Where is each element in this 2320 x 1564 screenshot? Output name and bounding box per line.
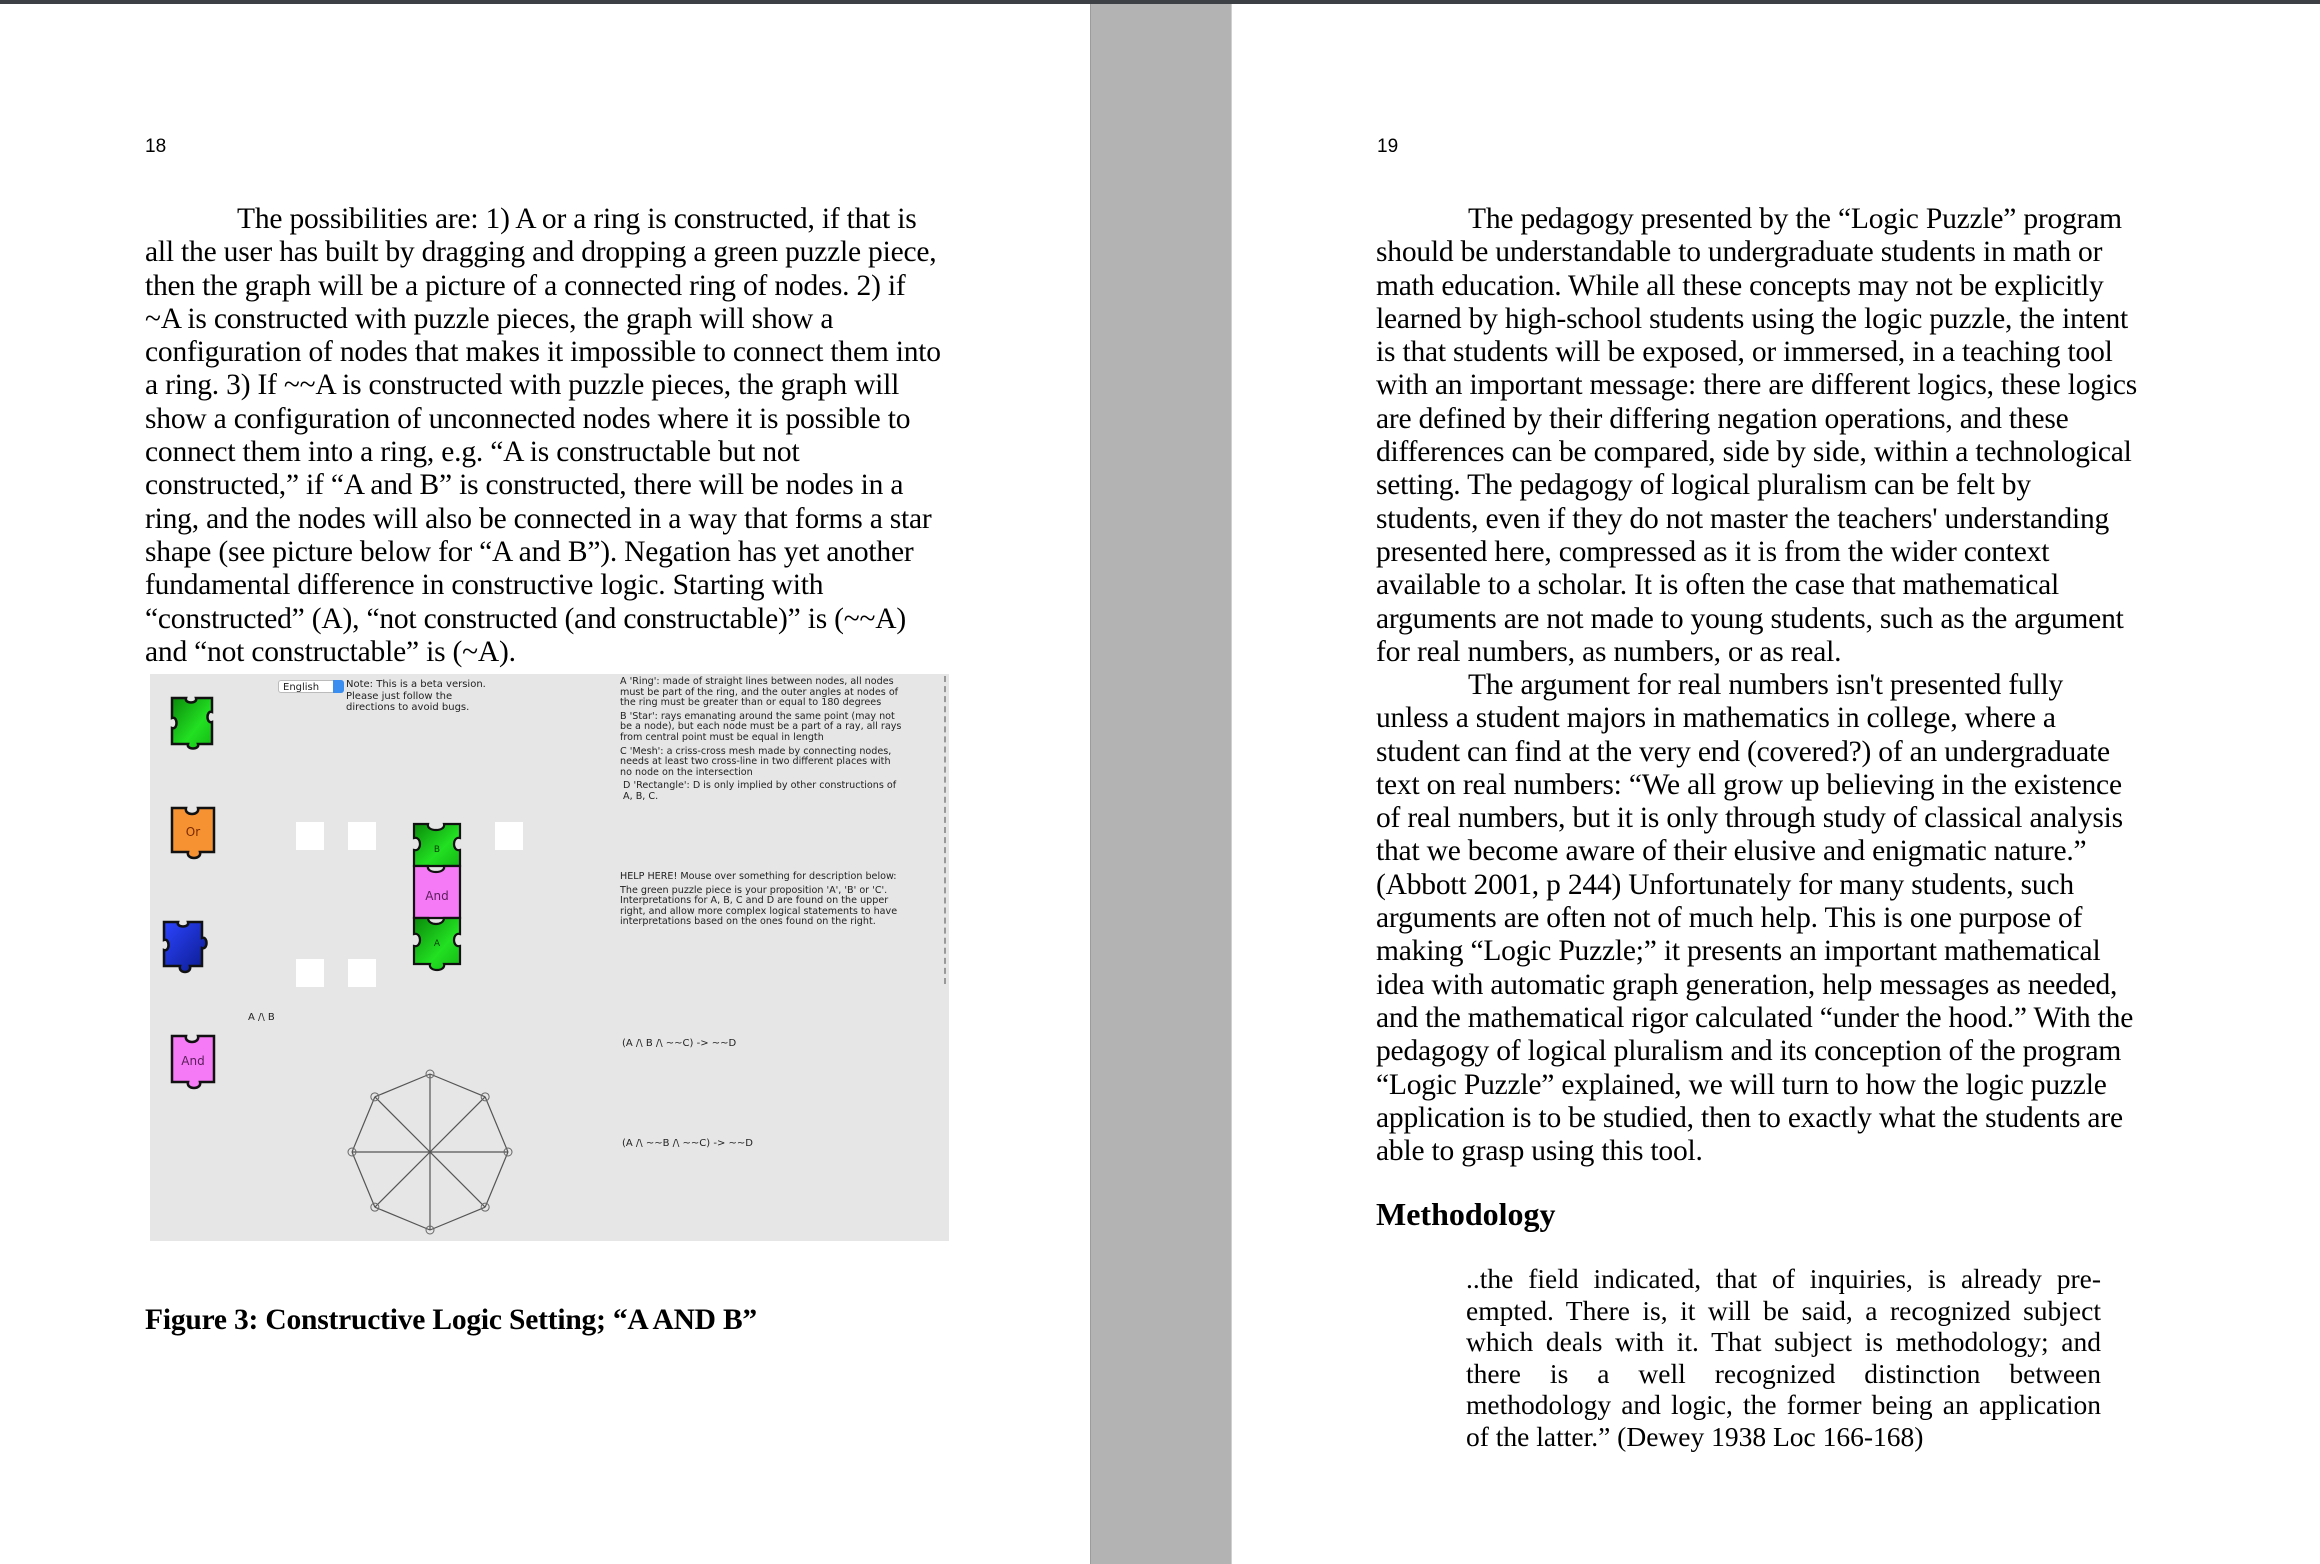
text-line: a ring. 3) If ~~A is constructed with puzzle pieces, the graph will [145, 369, 900, 402]
interpretation-line: C 'Mesh': a criss-cross mesh made by connecting nodes, [620, 745, 892, 757]
ring-edge [375, 1207, 430, 1230]
text-line: student can find at the very end (covered?) of an undergraduate [1376, 735, 2110, 768]
text-line: shape (see picture below for “A and B”). Negation has yet another [145, 535, 914, 568]
text-line: constructed,” if “A and B” is constructed, there will be nodes in a [145, 469, 904, 502]
text-line: of real numbers, but it is only through study of classical analysis [1376, 802, 2123, 835]
green-puzzle-piece-icon [164, 694, 220, 756]
text-line: “Logic Puzzle” explained, we will turn to how the logic puzzle [1376, 1068, 2107, 1101]
ring-edge [352, 1152, 375, 1207]
language-select-value: English [283, 682, 320, 693]
blue-puzzle-piece-icon [160, 918, 222, 984]
empty-slot[interactable] [296, 959, 324, 987]
stack-top-label: B [433, 845, 441, 855]
panel-scrollbar[interactable] [944, 676, 946, 984]
interpretation-line: A 'Ring': made of straight lines between nodes, all nodes [620, 676, 894, 687]
figure-caption: Figure 3: Constructive Logic Setting; “A AND B” [145, 1304, 757, 1336]
formula-1: (A /\ B /\ ~~C) -> ~~D [622, 1038, 737, 1049]
ring-edge [375, 1074, 430, 1097]
interpretation-panel [620, 677, 901, 806]
interpretation-line: no node on the intersection [620, 766, 753, 778]
interpretation-entry [620, 712, 901, 744]
text-line: “constructed” (A), “not constructed (and constructable)” is (~~A) [145, 602, 907, 635]
expression-label: A /\ B [248, 1012, 275, 1023]
section-heading: Methodology [1376, 1196, 1556, 1232]
text-line: with an important message: there are different logics, these logics [1376, 369, 2138, 402]
text-line: The possibilities are: 1) A or a ring is constructed, if that is [237, 203, 917, 235]
ring-star-graph [340, 1066, 520, 1236]
text-line: are defined by their differing negation operations, and these [1376, 402, 2069, 435]
body-paragraph-1 [1376, 203, 2137, 669]
interpretation-entry [620, 747, 901, 779]
note-line: Please just follow the [346, 690, 453, 702]
text-line: making “Logic Puzzle;” it presents an important mathematical [1376, 935, 2101, 968]
or-label: Or [185, 825, 201, 839]
interpretation-line: B 'Star': rays emanating around the same point (may not [620, 710, 895, 722]
text-line: ring, and the nodes will also be connected in a way that forms a star [145, 502, 932, 535]
interpretation-line: the ring must be greater than or equal to 180 degrees [620, 697, 882, 709]
text-line: is that students will be exposed, or immersed, in a teaching tool [1376, 336, 2113, 369]
language-select[interactable] [278, 680, 344, 693]
body-paragraph-2 [1376, 669, 2133, 1168]
quote-line: which deals with it. That subject is methodology; and [1466, 1326, 2101, 1357]
select-arrow-icon [333, 680, 344, 693]
ring-edge [485, 1097, 508, 1152]
beta-note [346, 679, 486, 714]
text-line: then the graph will be a picture of a connected ring of nodes. 2) if [145, 269, 906, 302]
text-line: presented here, compressed as it is from the wider context [1376, 535, 2050, 568]
page-number: 19 [1377, 136, 1399, 157]
help-line: Interpretations for A, B, C and D are found on the upper [620, 895, 889, 907]
interpretation-line: must be part of the ring, and the outer angles at nodes of [620, 686, 899, 698]
text-line: and the mathematical rigor calculated “under the hood.” With the [1376, 1001, 2134, 1034]
text-line: fundamental difference in constructive logic. Starting with [145, 569, 824, 602]
empty-slot[interactable] [348, 959, 376, 987]
or-puzzle-piece-icon [166, 804, 220, 868]
stack-bottom-label: A [433, 939, 441, 949]
quote-line: ..the field indicated, that of inquiries, is already pre- [1466, 1263, 2101, 1294]
page-gutter [1090, 4, 1232, 1564]
text-line: pedagogy of logical pluralism and its conception of the program [1376, 1035, 2122, 1068]
text-line: that we become aware of their elusive and enigmatic nature.” [1376, 835, 2087, 868]
text-line: math education. While all these concepts may not be explicitly [1376, 269, 2104, 302]
help-line: right, and allow more complex logical statements to have [620, 905, 898, 917]
ring-edge [485, 1152, 508, 1207]
help-line: interpretations based on the ones found on the right. [620, 916, 876, 928]
quote-line: there is a well recognized distinction between [1466, 1357, 2101, 1389]
empty-slot[interactable] [348, 822, 376, 850]
text-line: text on real numbers: “We all grow up believing in the existence [1376, 768, 2122, 801]
page-18 [0, 4, 1090, 1564]
text-line: show a configuration of unconnected nodes where it is possible to [145, 402, 911, 435]
note-line: directions to avoid bugs. [346, 702, 470, 713]
help-line: The green puzzle piece is your proposition 'A', 'B' or 'C'. [620, 884, 888, 896]
text-line: for real numbers, as numbers, or as real. [1376, 635, 1842, 668]
block-quote [1466, 1263, 2101, 1452]
interpretation-entry [620, 781, 901, 802]
quote-line: of the latter.” (Dewey 1938 Loc 166-168) [1466, 1420, 1924, 1452]
help-panel [620, 872, 897, 928]
ring-edge [430, 1207, 485, 1230]
text-line: able to grasp using this tool. [1376, 1135, 1703, 1168]
text-line: connect them into a ring, e.g. “A is constructable but not [145, 436, 800, 469]
stack-middle-label: And [425, 889, 449, 903]
text-line: arguments are not made to young students, such as the argument [1376, 602, 2124, 635]
text-line: available to a scholar. It is often the case that mathematical [1376, 569, 2060, 602]
interpretation-entry [620, 677, 901, 709]
formula-2: (A /\ ~~B /\ ~~C) -> ~~D [622, 1138, 753, 1149]
empty-slot[interactable] [495, 822, 523, 850]
figure-logic-puzzle-screenshot [150, 674, 949, 1241]
interpretation-line: from central point must be equal in length [620, 731, 824, 743]
interpretation-line: A, B, C. [620, 790, 659, 802]
text-line: The argument for real numbers isn't presented fully [1468, 669, 2064, 701]
text-line: all the user has built by dragging and dropping a green puzzle piece, [145, 236, 937, 269]
ring-edge [352, 1097, 375, 1152]
note-line: Note: This is a beta version. [346, 679, 486, 690]
interpretation-line: needs at least two cross-line in two different places with [620, 756, 891, 768]
page-number: 18 [145, 136, 167, 157]
text-line: and “not constructable” is (~A). [145, 635, 516, 668]
text-line: students, even if they do not master the teachers' understanding [1376, 502, 2110, 535]
text-line: learned by high-school students using the logic puzzle, the intent [1376, 302, 2128, 335]
text-line: (Abbott 2001, p 244) Unfortunately for many students, such [1376, 868, 2074, 901]
text-line: ~A is constructed with puzzle pieces, the graph will show a [145, 302, 834, 335]
text-line: idea with automatic graph generation, help messages as needed, [1376, 968, 2118, 1001]
text-line: unless a student majors in mathematics in college, where a [1376, 702, 2056, 735]
text-line: differences can be compared, side by side, within a technological [1376, 436, 2132, 469]
and-puzzle-piece-icon [166, 1032, 220, 1098]
text-line: The pedagogy presented by the “Logic Puzzle” program [1468, 203, 2122, 235]
empty-slot[interactable] [296, 822, 324, 850]
constructed-puzzle-stack[interactable] [408, 820, 468, 990]
quote-line: methodology and logic, the former being an application [1466, 1389, 2101, 1420]
text-line: should be understandable to undergraduate students in math or [1376, 236, 2103, 269]
interpretation-line: be a node), but each node must be a part of a ray, all rays [620, 721, 902, 733]
text-line: arguments are often not of much help. This is one purpose of [1376, 902, 2083, 935]
body-paragraph [145, 203, 941, 669]
text-line: configuration of nodes that makes it impossible to connect them into [145, 336, 941, 369]
text-line: application is to be studied, then to exactly what the students are [1376, 1101, 2123, 1134]
help-heading: HELP HERE! Mouse over something for description below: [620, 871, 897, 882]
text-line: setting. The pedagogy of logical pluralism can be felt by [1376, 469, 2031, 502]
interpretation-line: D 'Rectangle': D is only implied by other constructions of [620, 780, 897, 792]
quote-line: empted. There is, it will be said, a recognized subject [1466, 1294, 2101, 1326]
and-label: And [181, 1054, 205, 1068]
ring-edge [430, 1074, 485, 1097]
